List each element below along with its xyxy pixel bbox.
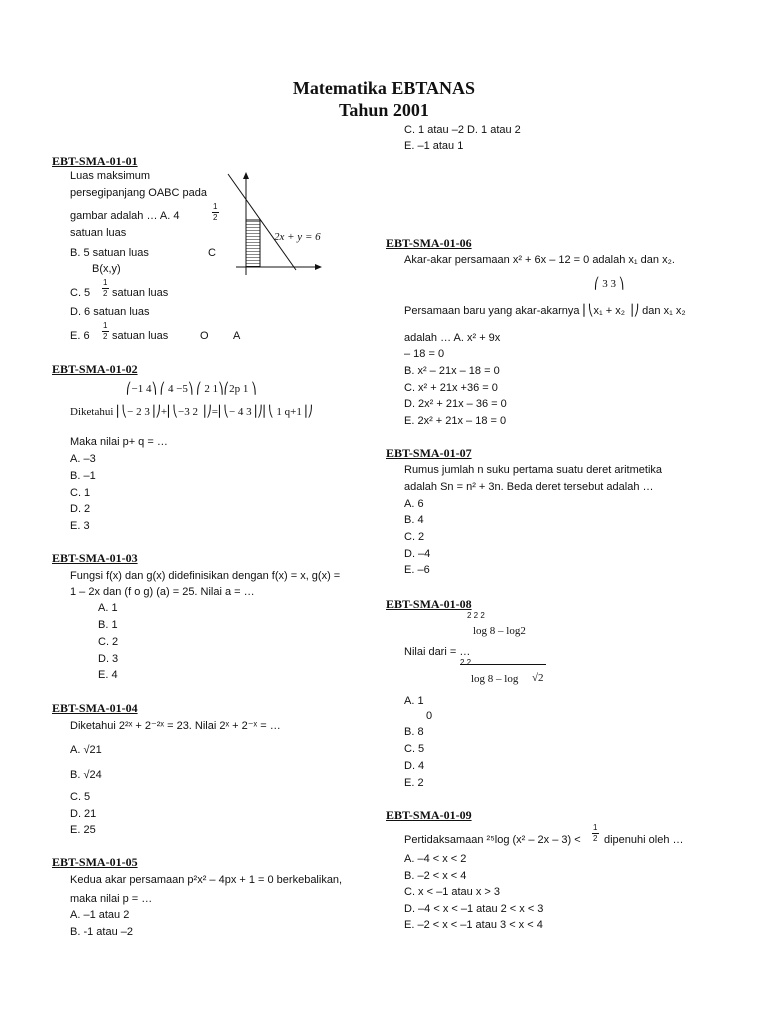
q09-option-a: A. –4 < x < 2: [404, 853, 467, 865]
question-09-heading: EBT-SMA-01-09: [386, 808, 472, 822]
q02-question: Maka nilai p+ q = …: [70, 436, 168, 448]
question-08-heading: EBT-SMA-01-08: [386, 597, 472, 611]
q02-option-a: A. –3: [70, 453, 96, 465]
q05-option-b: B. -1 atau –2: [70, 926, 133, 938]
q01-e-frac-den: 2: [103, 332, 108, 341]
q06-text-3: adalah … A. x² + 9x: [404, 332, 501, 344]
q01-option-c-rest: satuan luas: [112, 287, 169, 299]
q01-option-c: C. 5: [70, 287, 91, 299]
q09-option-b: B. –2 < x < 4: [404, 870, 467, 882]
q05-text-1: Kedua akar persamaan p²x² – 4px + 1 = 0 berkebalikan,: [70, 874, 343, 886]
q01-c-frac-den: 2: [103, 289, 108, 298]
q04-option-e: E. 25: [70, 824, 96, 836]
q05-option-a: A. –1 atau 2: [70, 909, 130, 921]
q02-option-b: B. –1: [70, 470, 96, 482]
q08-option-b: B. 8: [404, 726, 424, 738]
q06-text-2: Persamaan baru yang akar-akarnya ⎜⎝x₁ + x₂ ⎟⎠ dan x₁ x₂: [404, 305, 686, 317]
q07-option-e: E. –6: [404, 564, 430, 576]
question-01-heading: EBT-SMA-01-01: [52, 154, 138, 168]
q08-option-a: A. 1: [404, 695, 424, 707]
q08-option-e: E. 2: [404, 777, 424, 789]
q06-text-4: – 18 = 0: [404, 348, 445, 360]
q03-option-e: E. 4: [98, 669, 118, 681]
q04-option-d: D. 21: [70, 808, 97, 820]
q05-option-c-d: C. 1 atau –2 D. 1 atau 2: [404, 124, 521, 136]
q08-denominator-radical: √2: [532, 672, 544, 684]
q01-frac-den: 2: [213, 213, 218, 222]
q03-option-a: A. 1: [98, 602, 118, 614]
q08-option-c: C. 5: [404, 743, 425, 755]
q06-text-1: Akar-akar persamaan x² + 6x – 12 = 0 adalah x₁ dan x₂.: [404, 254, 675, 266]
q02-matrix-equation: Diketahui ⎜⎝− 2 3⎟⎠+⎜⎝−3 2 ⎟⎠=⎜⎝− 4 3⎟⎠⎜⎝ 1 q+1⎟⎠: [70, 406, 313, 418]
q06-option-c: C. x² + 21x +36 = 0: [404, 382, 498, 394]
question-04-heading: EBT-SMA-01-04: [52, 701, 138, 715]
q01-frac-num: 1: [213, 202, 218, 211]
q01-text-4: satuan luas: [70, 227, 127, 239]
q09-option-d: D. –4 < x < –1 atau 2 < x < 3: [404, 903, 544, 915]
q09-text-end: dipenuhi oleh …: [604, 834, 684, 846]
q09-option-e: E. –2 < x < –1 atau 3 < x < 4: [404, 919, 543, 931]
q06-option-d: D. 2x² + 21x – 36 = 0: [404, 398, 507, 410]
q01-graph: [226, 170, 326, 280]
q02-matrix-top: ⎛−1 4⎞ ⎛ 4 −5⎞ ⎛ 2 1⎞⎛2p 1 ⎞: [126, 383, 257, 395]
q03-text-1: Fungsi f(x) dan g(x) didefinisikan dengan f(x) = x, g(x) =: [70, 570, 341, 582]
q08-denominator-bases: 2 2: [460, 658, 472, 667]
q01-line-equation: 2x + y = 6: [274, 231, 321, 243]
question-05-heading: EBT-SMA-01-05: [52, 855, 138, 869]
q01-option-d: D. 6 satuan luas: [70, 306, 150, 318]
q06-option-b: B. x² – 21x – 18 = 0: [404, 365, 500, 377]
question-02-heading: EBT-SMA-01-02: [52, 362, 138, 376]
q01-e-frac-num: 1: [103, 321, 108, 330]
q05-option-e: E. –1 atau 1: [404, 140, 464, 152]
q08-option-a-cont: 0: [426, 710, 433, 722]
q02-option-c: C. 1: [70, 487, 91, 499]
q05-text-2: maka nilai p = …: [70, 893, 153, 905]
q03-option-d: D. 3: [98, 653, 119, 665]
q01-option-e-rest: satuan luas: [112, 330, 169, 342]
q09-frac-den: 2: [593, 834, 598, 843]
q01-point-c: C: [208, 247, 216, 259]
q01-text-3: gambar adalah … A. 4: [70, 210, 180, 222]
q06-option-e: E. 2x² + 21x – 18 = 0: [404, 415, 507, 427]
q01-text-2: persegipanjang OABC pada: [70, 187, 207, 199]
question-03-heading: EBT-SMA-01-03: [52, 551, 138, 565]
q01-a-label: A: [233, 330, 241, 342]
q04-text: Diketahui 2²ˣ + 2⁻²ˣ = 23. Nilai 2ˣ + 2⁻ˣ = …: [70, 720, 281, 732]
q08-numerator-bases: 2 2 2: [467, 611, 485, 620]
q07-option-a: A. 6: [404, 498, 424, 510]
q08-denominator: log 8 – log: [471, 673, 519, 685]
q07-option-d: D. –4: [404, 548, 431, 560]
q01-c-frac-num: 1: [103, 278, 108, 287]
q01-option-e: E. 6: [70, 330, 90, 342]
page-subtitle: Tahun 2001: [339, 100, 429, 120]
q04-option-a: A. √21: [70, 744, 102, 756]
q01-origin-label: O: [200, 330, 209, 342]
q09-frac-num: 1: [593, 823, 598, 832]
q01-text-1: Luas maksimum: [70, 170, 151, 182]
q04-option-c: C. 5: [70, 791, 91, 803]
q03-option-c: C. 2: [98, 636, 119, 648]
q08-lead: Nilai dari = …: [404, 646, 471, 658]
question-07-heading: EBT-SMA-01-07: [386, 446, 472, 460]
q08-fraction-bar: [460, 664, 546, 665]
q07-text-2: adalah Sn = n² + 3n. Beda deret tersebut adalah …: [404, 481, 654, 493]
q02-option-d: D. 2: [70, 503, 91, 515]
q02-option-e: E. 3: [70, 520, 90, 532]
page-title: Matematika EBTANAS: [292, 78, 476, 98]
q03-option-b: B. 1: [98, 619, 118, 631]
q08-option-d: D. 4: [404, 760, 425, 772]
question-06-heading: EBT-SMA-01-06: [386, 236, 472, 250]
q07-option-b: B. 4: [404, 514, 424, 526]
q01-option-b: B. 5 satuan luas: [70, 247, 149, 259]
q09-option-c: C. x < –1 atau x > 3: [404, 886, 501, 898]
q07-text-1: Rumus jumlah n suku pertama suatu deret aritmetika: [404, 464, 663, 476]
q08-numerator: log 8 – log2: [473, 625, 526, 637]
q07-option-c: C. 2: [404, 531, 425, 543]
q09-text: Pertidaksamaan ²⁵log (x² – 2x – 3) <: [404, 834, 581, 846]
q06-fraction-numerators: ⎛ 3 3 ⎞: [594, 278, 625, 290]
q04-option-b: B. √24: [70, 769, 102, 781]
q03-text-2: 1 – 2x dan (f o g) (a) = 25. Nilai a = …: [70, 586, 255, 598]
q01-point-b: B(x,y): [92, 263, 121, 275]
